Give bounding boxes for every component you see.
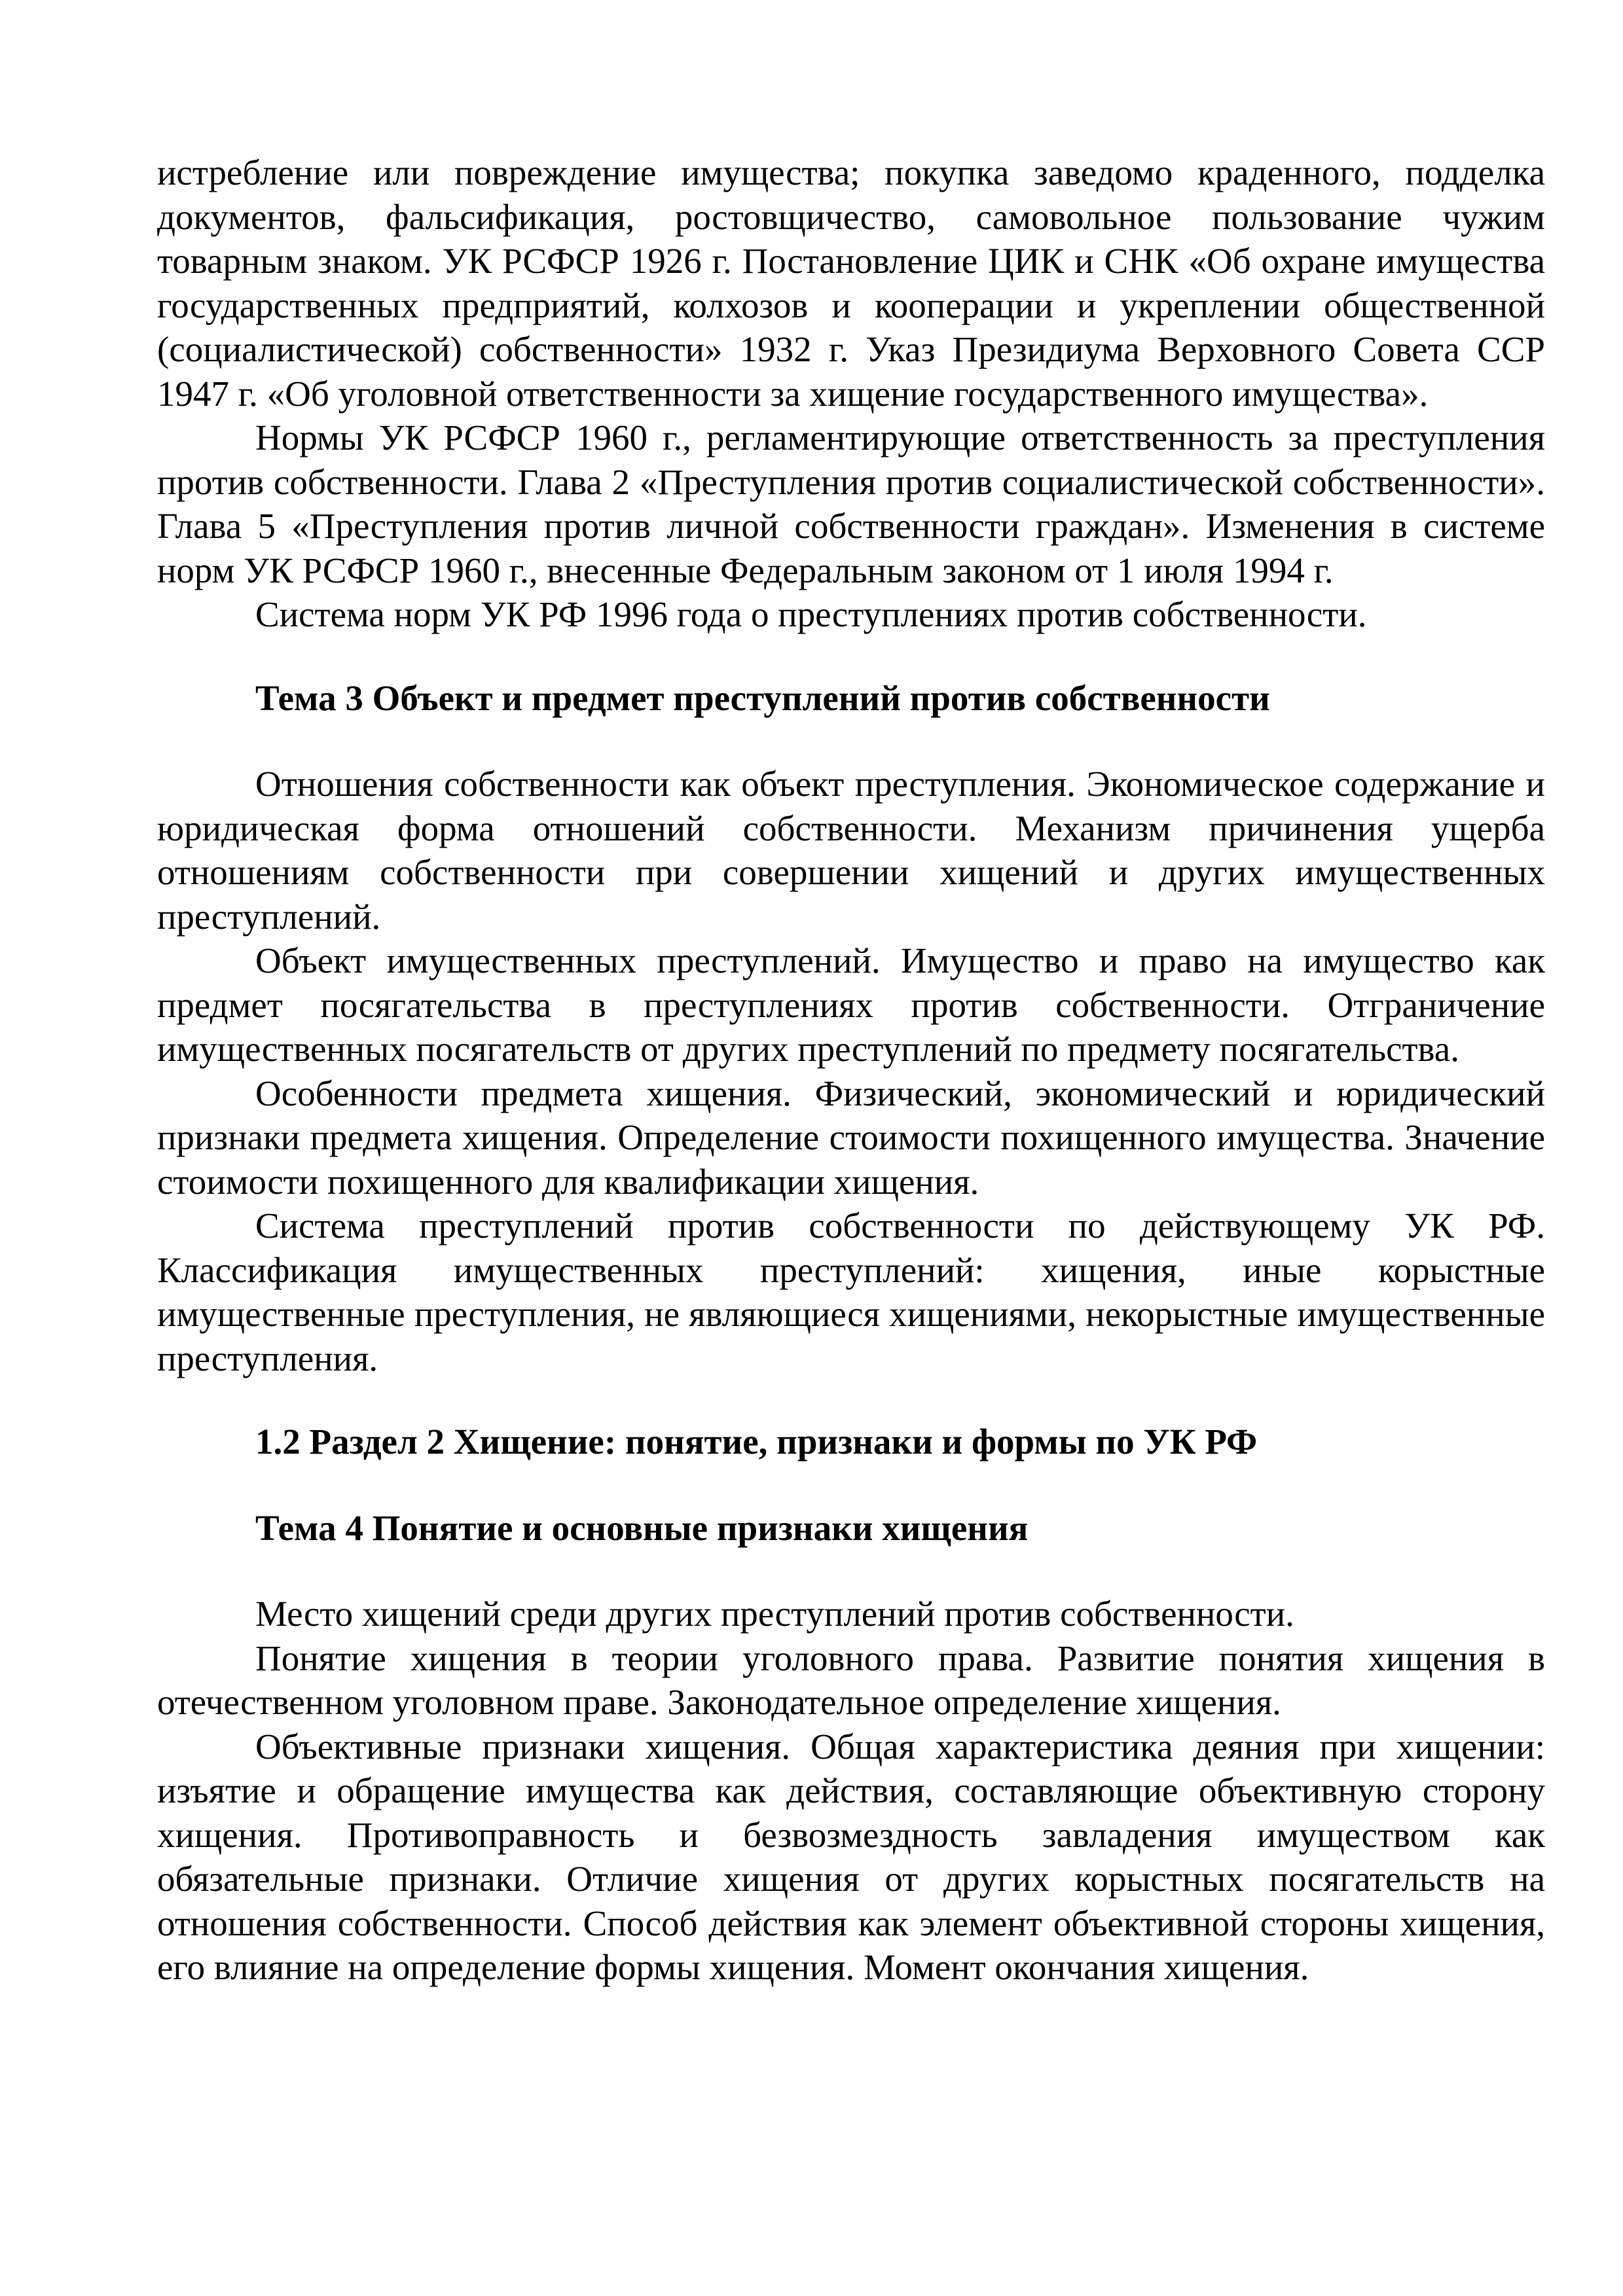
topic-3-heading: Тема 3 Объект и предмет преступлений против собственности <box>255 677 1270 718</box>
topic-3-paragraph: Отношения собственности как объект преступления. Экономическое содержание и юридическая форма отношений собственности. Механизм причинения ущерба отношениям собственности при совершении хищений и других имущественных преступлений. <box>157 764 1545 937</box>
section-2-heading: 1.2 Раздел 2 Хищение: понятие, признаки и формы по УК РФ <box>255 1422 1258 1462</box>
topic-3-paragraph: Объект имущественных преступлений. Имущество и право на имущество как предмет посягательства в преступлениях против собственности. Отграничение имущественных посягательств от других преступлений по предмету посягательства. <box>157 941 1545 1069</box>
document-page <box>157 151 1545 1990</box>
intro-paragraph: истребление или повреждение имущества; покупка заведомо краденного, подделка документов, фальсификация, ростовщичество, самовольное пользование чужим товарным знаком. УК РСФСР 1926 г. Постановление ЦИК и СНК «Об охране имущества государственных предприятий, колхозов и кооперации и укреплении общественной (социалистической) собственности» 1932 г. Указ Президиума Верховного Совета ССР 1947 г. «Об уголовной ответственности за хищение государственного имущества». <box>157 152 1545 414</box>
paragraph-rsfsr-1960: Нормы УК РСФСР 1960 г., регламентирующие ответственность за преступления против собственности. Глава 2 «Преступления против социалистической собственности». Глава 5 «Преступления против личной собственности граждан». Изменения в системе норм УК РСФСР 1960 г., внесенные Федеральным законом от 1 июля 1994 г. <box>157 418 1545 590</box>
topic-3-paragraph: Особенности предмета хищения. Физический, экономический и юридический признаки предмета хищения. Определение стоимости похищенного имущества. Значение стоимости похищенного для квалификации хищения. <box>157 1073 1545 1202</box>
topic-4-heading: Тема 4 Понятие и основные признаки хищения <box>255 1507 1029 1548</box>
topic-3-paragraph: Система преступлений против собственности по действующему УК РФ. Классификация имущественных преступлений: хищения, иные корыстные имущественные преступления, не являющиеся хищениями, некорыстные имущественные преступления. <box>157 1206 1545 1378</box>
topic-4-paragraph: Место хищений среди других преступлений против собственности. <box>255 1594 1294 1634</box>
paragraph-uk-rf-1996: Система норм УК РФ 1996 года о преступлениях против собственности. <box>255 594 1367 634</box>
topic-4-paragraph: Объективные признаки хищения. Общая характеристика деяния при хищении: изъятие и обращение имущества как действия, составляющие объективную сторону хищения. Противоправность и безвозмездность завладения имуществом как обязательные признаки. Отличие хищения от других корыстных посягательств на отношения собственности. Способ действия как элемент объективной стороны хищения, его влияние на определение формы хищения. Момент окончания хищения. <box>157 1726 1545 1987</box>
topic-4-paragraph: Понятие хищения в теории уголовного права. Развитие понятия хищения в отечественном уголовном праве. Законодательное определение хищения. <box>157 1638 1545 1722</box>
